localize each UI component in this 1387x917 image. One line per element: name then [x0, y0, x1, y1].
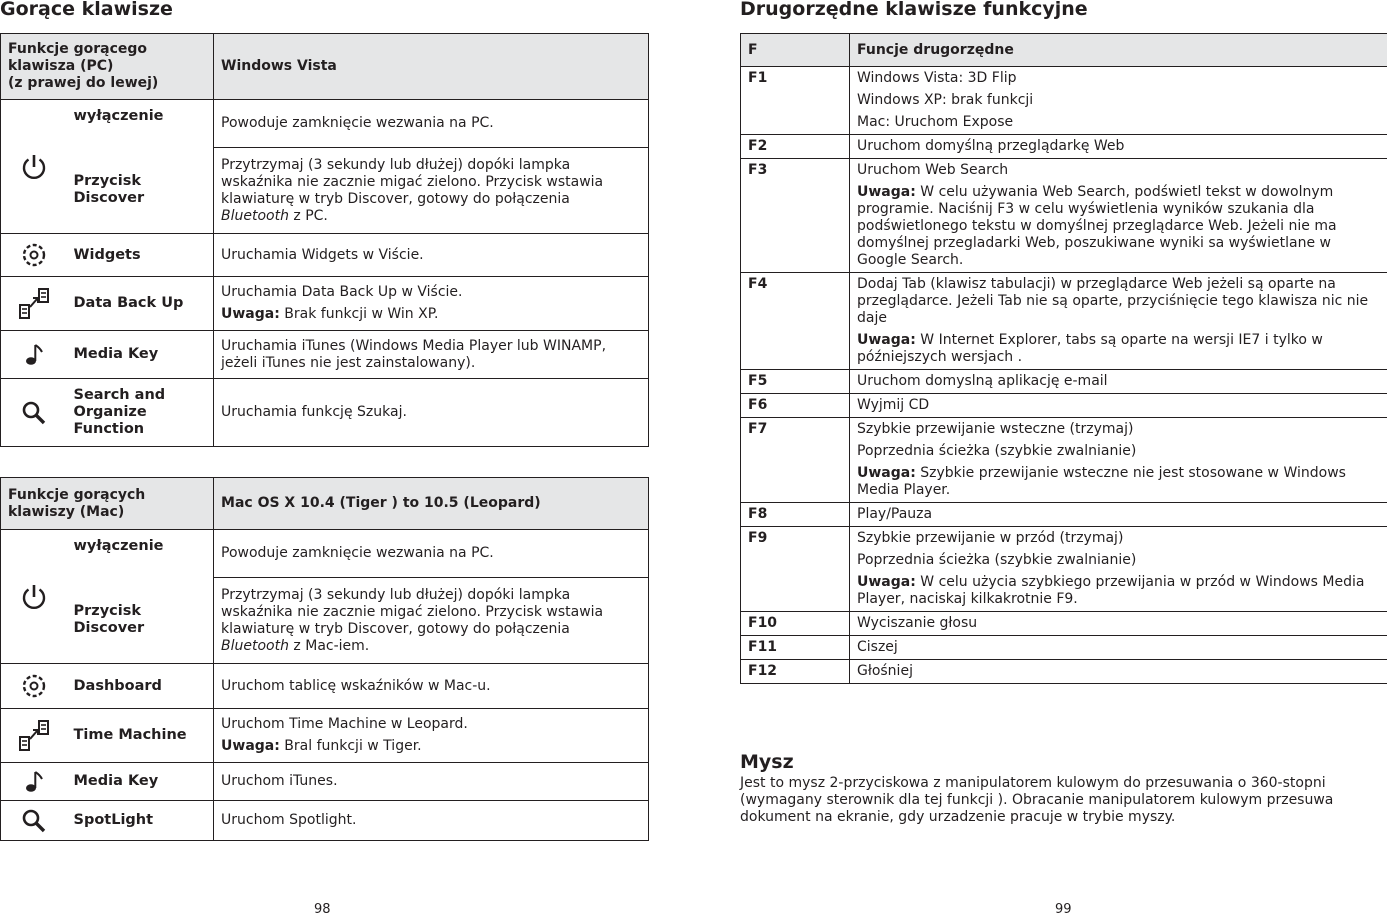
right-page-title: Drugorzędne klawisze funkcyjne: [740, 0, 1088, 20]
time-machine-desc: Uruchom Time Machine w Leopard. Uwaga: Bral funkcji w Tiger.: [214, 709, 649, 763]
fkey-row: [741, 418, 1387, 503]
data-backup-icon: [17, 287, 51, 321]
mac-discover-label: Przycisk Discover: [67, 578, 214, 664]
backup-label: Data Back Up: [67, 277, 214, 331]
dashboard-icon: [21, 673, 47, 699]
right-page-number: 99: [1055, 902, 1072, 917]
power-icon-cell: [1, 100, 67, 234]
fkey-description: [850, 636, 1387, 660]
mac-power-desc: Powoduje zamknięcie wezwania na PC.: [214, 530, 649, 578]
fkey-header-function: Funcje drugorzędne: [850, 34, 1387, 67]
fkey-note: Uwaga: Szybkie przewijanie wsteczne nie jest stosowane w Windows Media Player.: [857, 465, 1346, 498]
search-label: Search and Organize Function: [67, 379, 214, 447]
fkey-description-line: Uruchom domyślną przeglądarkę Web: [857, 138, 1125, 154]
fkey-label: F4: [741, 273, 850, 370]
fkey-row: [741, 67, 1387, 135]
fkey-description: [850, 418, 1387, 503]
dashboard-icon-cell: [1, 664, 67, 709]
fkey-row: [741, 636, 1387, 660]
fkey-description-line: Wyciszanie głosu: [857, 615, 978, 631]
fkey-row: [741, 660, 1387, 684]
pc-table-header-os: Windows Vista: [214, 34, 649, 100]
widgets-desc: Uruchamia Widgets w Viście.: [214, 234, 649, 277]
fkey-row: [741, 527, 1387, 612]
backup-desc: Uruchamia Data Back Up w Viście. Uwaga: Brak funkcji w Win XP.: [214, 277, 649, 331]
fkey-note: Uwaga: W celu używania Web Search, podświetl tekst w dowolnym programie. Naciśnij F3 w celu wyświetlenia wyników szukania dla podświetlonego tekstu w domyślnej przeglądarce Web. Jeżeli nie ma domyślnej przegladarki Web, poszukiwane wyniki sa wyświetlane w Google Search.: [857, 184, 1337, 268]
fkey-label: F5: [741, 370, 850, 394]
search-icon: [21, 808, 47, 834]
fkey-description: [850, 394, 1387, 418]
fkey-label: F2: [741, 135, 850, 159]
fkey-label: F1: [741, 67, 850, 135]
mouse-section-text: Jest to mysz 2-przyciskowa z manipulatorem kulowym do przesuwania o 360-stopni (wymagany sterownik dla tej funkcji ). Obracanie manipulatorem kulowym przesuwa dokument na ekranie, gdy urzadzenie pracuje w trybie myszy.: [740, 775, 1334, 825]
fkey-description: [850, 527, 1387, 612]
time-machine-label: Time Machine: [67, 709, 214, 763]
media-key-desc: Uruchamia iTunes (Windows Media Player lub WINAMP, jeżeli iTunes nie jest zainstalowany).: [214, 331, 649, 379]
spotlight-label: SpotLight: [67, 801, 214, 841]
power-desc: Powoduje zamknięcie wezwania na PC.: [214, 100, 649, 148]
dashboard-desc: Uruchom tablicę wskaźników w Mac-u.: [214, 664, 649, 709]
backup-icon-cell: [1, 277, 67, 331]
fkey-label: F6: [741, 394, 850, 418]
mouse-section-title: Mysz: [740, 751, 794, 773]
mac-table-header-os: Mac OS X 10.4 (Tiger ) to 10.5 (Leopard): [214, 478, 649, 530]
mac-discover-desc: Przytrzymaj (3 sekundy lub dłużej) dopóki lampka wskaźnika nie zacznie migać zielono. Przycisk wstawia klawiaturę w tryb Discover, gotowy do połączenia Bluetooth z Mac-iem.: [214, 578, 649, 664]
secondary-function-keys-table: [740, 33, 1387, 684]
music-note-icon: [23, 770, 45, 794]
widgets-icon-cell: [1, 234, 67, 277]
pc-hotkey-table: [0, 33, 649, 447]
fkey-label: F12: [741, 660, 850, 684]
fkey-description-line: Windows XP: brak funkcji: [857, 92, 1034, 108]
search-icon: [21, 400, 47, 426]
power-icon: [20, 152, 48, 182]
fkey-note: Uwaga: W Internet Explorer, tabs są oparte na wersji IE7 i tylko w późniejszych wersjach .: [857, 332, 1323, 365]
fkey-row: [741, 135, 1387, 159]
fkey-row: [741, 159, 1387, 273]
fkey-description-line: Windows Vista: 3D Flip: [857, 70, 1017, 86]
fkey-label: F11: [741, 636, 850, 660]
fkey-row: [741, 394, 1387, 418]
fkey-description-line: Szybkie przewijanie w przód (trzymaj): [857, 530, 1124, 546]
fkey-label: F9: [741, 527, 850, 612]
left-page-number: 98: [314, 902, 331, 917]
spotlight-icon-cell: [1, 801, 67, 841]
fkey-description: [850, 67, 1387, 135]
fkey-description: [850, 273, 1387, 370]
fkey-header-key: F: [741, 34, 850, 67]
fkey-row: [741, 503, 1387, 527]
fkey-description-line: Ciszej: [857, 639, 898, 655]
fkey-description: [850, 660, 1387, 684]
power-label: wyłączenie: [67, 100, 214, 148]
music-note-icon: [23, 343, 45, 367]
media-icon-cell: [1, 331, 67, 379]
fkey-description: [850, 612, 1387, 636]
spotlight-desc: Uruchom Spotlight.: [214, 801, 649, 841]
discover-label: Przycisk Discover: [67, 148, 214, 234]
fkey-description-line: Szybkie przewijanie wsteczne (trzymaj): [857, 421, 1134, 437]
widgets-label: Widgets: [67, 234, 214, 277]
fkey-description-line: Uruchom domyslną aplikację e-mail: [857, 373, 1108, 389]
power-icon: [20, 582, 48, 612]
fkey-label: F10: [741, 612, 850, 636]
mac-table-header-keys: Funkcje gorących klawiszy (Mac): [1, 478, 214, 530]
mac-media-icon-cell: [1, 763, 67, 801]
fkey-description-line: Poprzednia ścieżka (szybkie zwalnianie): [857, 552, 1137, 568]
mac-media-key-label: Media Key: [67, 763, 214, 801]
media-key-label: Media Key: [67, 331, 214, 379]
fkey-label: F3: [741, 159, 850, 273]
widgets-icon: [21, 242, 47, 268]
dashboard-label: Dashboard: [67, 664, 214, 709]
fkey-row: [741, 612, 1387, 636]
time-machine-icon-cell: [1, 709, 67, 763]
search-icon-cell: [1, 379, 67, 447]
fkey-description: [850, 370, 1387, 394]
search-desc: Uruchamia funkcję Szukaj.: [214, 379, 649, 447]
mac-hotkey-table: [0, 477, 649, 841]
fkey-description: [850, 135, 1387, 159]
fkey-label: F7: [741, 418, 850, 503]
fkey-row: [741, 370, 1387, 394]
mac-power-label: wyłączenie: [67, 530, 214, 578]
fkey-description: [850, 159, 1387, 273]
fkey-description-line: Głośniej: [857, 663, 913, 679]
fkey-note: Uwaga: W celu użycia szybkiego przewijania w przód w Windows Media Player, naciskaj kilkakrotnie F9.: [857, 574, 1365, 607]
fkey-label: F8: [741, 503, 850, 527]
fkey-description: [850, 503, 1387, 527]
time-machine-icon: [17, 719, 51, 753]
fkey-description-line: Dodaj Tab (klawisz tabulacji) w przeglądarce Web jeżeli są oparte na przeglądarce. Jeżeli Tab nie są oparte, przyciśnięcie tego klawisza nic nie daje: [857, 276, 1369, 326]
pc-table-header-keys: Funkcje gorącego klawisza (PC) (z prawej do lewej): [1, 34, 214, 100]
left-page-title: Gorące klawisze: [0, 0, 173, 20]
fkey-description-line: Wyjmij CD: [857, 397, 930, 413]
fkey-row: [741, 273, 1387, 370]
fkey-description-line: Mac: Uruchom Expose: [857, 114, 1014, 130]
fkey-description-line: Play/Pauza: [857, 506, 933, 522]
fkey-description-line: Poprzednia ścieżka (szybkie zwalnianie): [857, 443, 1137, 459]
fkey-description-line: Uruchom Web Search: [857, 162, 1009, 178]
mac-power-icon-cell: [1, 530, 67, 664]
mac-media-key-desc: Uruchom iTunes.: [214, 763, 649, 801]
discover-desc: Przytrzymaj (3 sekundy lub dłużej) dopóki lampka wskaźnika nie zacznie migać zielono. Przycisk wstawia klawiaturę w tryb Discover, gotowy do połączenia Bluetooth z PC.: [214, 148, 649, 234]
